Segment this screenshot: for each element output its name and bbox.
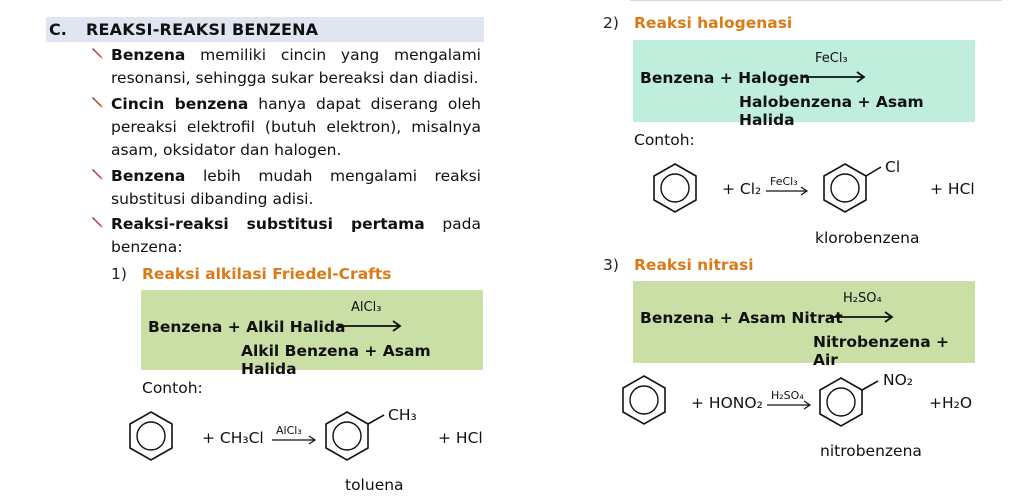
nitrasi-title: Reaksi nitrasi [634, 256, 754, 274]
halogenasi-catalyst: FeCl₃ [815, 51, 848, 66]
nitrasi-reaction-box [633, 281, 975, 369]
bullet-text: lebih mudah mengalami reaksi substitusi dibanding adisi. [111, 167, 481, 208]
halogenasi-byproduct: + HCl [930, 180, 975, 198]
bullet-text: memiliki cincin yang mengalami resonansi, sehingga sukar bereaksi dan diadisi. [111, 46, 481, 87]
alkilasi-small-catalyst: AlCl₃ [276, 424, 302, 437]
benzene-ring-icon [617, 373, 671, 427]
pencil-bullet-icon [90, 215, 106, 231]
nitrasi-reagent: + HONO₂ [691, 394, 763, 412]
alkilasi-products: Alkil Benzena + Asam Halida [241, 342, 431, 378]
pencil-bullet-icon [90, 46, 106, 62]
reaction-arrow-icon [765, 186, 809, 196]
pencil-bullet-icon [90, 95, 106, 111]
nitrasi-catalyst: H₂SO₄ [843, 291, 882, 306]
toluene-structure-icon [322, 404, 388, 464]
bullet-item [111, 93, 481, 162]
nitrasi-number: 3) [603, 256, 619, 274]
nitrasi-small-catalyst: H₂SO₄ [771, 389, 804, 402]
bullet-item [111, 213, 481, 259]
chlorobenzene-substituent: Cl [885, 158, 901, 176]
chlorobenzene-structure-icon [818, 158, 886, 218]
alkilasi-catalyst: AlCl₃ [351, 300, 382, 315]
bullet-bold: Reaksi-reaksi substitusi pertama [111, 215, 425, 233]
nitrasi-product-name: nitrobenzena [820, 442, 922, 460]
toluene-substituent: CH₃ [388, 406, 417, 424]
nitrasi-byproduct: +H₂O [929, 394, 973, 412]
nitrobenzene-structure-icon [814, 372, 884, 432]
bullet-item [111, 165, 481, 211]
reaction-arrow-icon [271, 435, 317, 445]
alkilasi-reaction-box [141, 290, 483, 378]
reaction-arrow-icon [801, 71, 867, 83]
bullet-bold: Benzena [111, 167, 186, 185]
section-letter: C. [49, 20, 67, 39]
reaction-arrow-icon [337, 320, 403, 332]
halogenasi-number: 2) [603, 14, 619, 32]
bullet-text: pada benzena: [111, 215, 481, 256]
bullet-bold: Benzena [111, 46, 186, 64]
alkilasi-product-name: toluena [345, 476, 404, 494]
benzene-ring-icon [648, 161, 702, 215]
alkilasi-number: 1) [111, 265, 127, 283]
nitrasi-reactants: Benzena + Asam Nitrat [640, 309, 843, 327]
halogenasi-product-name: klorobenzena [815, 229, 920, 247]
alkilasi-reactants: Benzena + Alkil Halida [148, 318, 346, 336]
halogenasi-small-catalyst: FeCl₃ [770, 175, 798, 188]
nitrobenzene-substituent: NO₂ [883, 371, 914, 389]
bullet-text: hanya dapat diserang oleh pereaksi elektrofil (butuh elektron), misalnya asam, oksidator dan halogen. [111, 95, 482, 159]
halogenasi-products: Halobenzena + Asam Halida [739, 93, 924, 129]
halogenasi-contoh-label: Contoh: [634, 131, 695, 149]
reaction-arrow-icon [829, 311, 895, 323]
alkilasi-contoh-label: Contoh: [142, 379, 203, 397]
nitrasi-products: Nitrobenzena + Air [813, 333, 950, 369]
alkilasi-reagent: + CH₃Cl [202, 429, 264, 447]
section-heading [46, 17, 484, 42]
reaction-arrow-icon [766, 400, 812, 410]
bullet-item [111, 44, 481, 90]
top-divider-line [630, 0, 1002, 1]
pencil-bullet-icon [90, 167, 106, 183]
halogenasi-title: Reaksi halogenasi [634, 14, 793, 32]
halogenasi-reagent: + Cl₂ [722, 180, 762, 198]
alkilasi-title: Reaksi alkilasi Friedel-Crafts [142, 265, 392, 283]
section-title: REAKSI-REAKSI BENZENA [86, 20, 319, 39]
alkilasi-byproduct: + HCl [438, 429, 483, 447]
benzene-ring-icon [124, 409, 178, 463]
halogenasi-reactants: Benzena + Halogen [640, 69, 811, 87]
halogenasi-reaction-box [633, 40, 975, 129]
bullet-bold: Cincin benzena [111, 95, 249, 113]
